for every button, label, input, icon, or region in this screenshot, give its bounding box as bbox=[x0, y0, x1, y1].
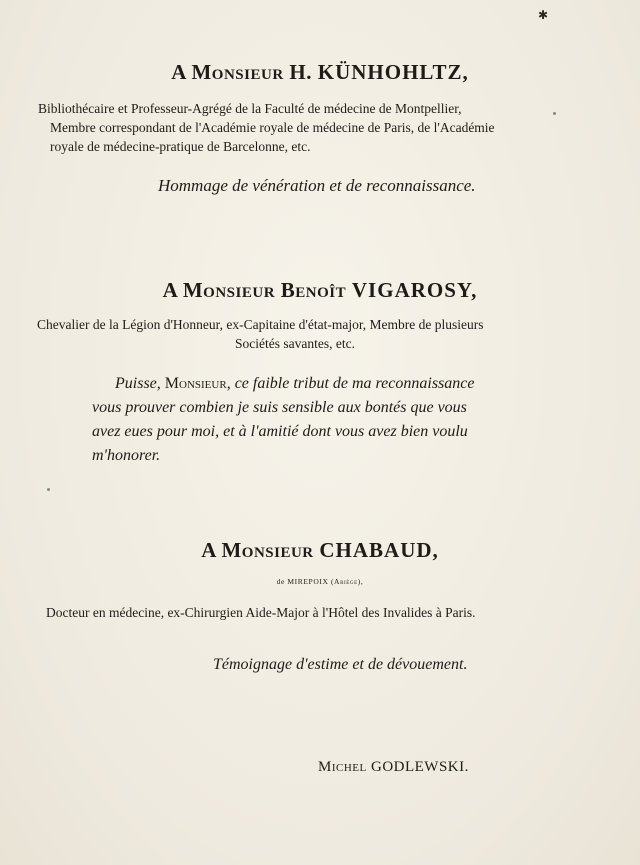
dedication2-tribute-line-2: vous prouver combien je suis sensible aux bontés que vous bbox=[92, 399, 467, 416]
paper-speck bbox=[553, 112, 556, 115]
dedication2-heading-name: VIGAROSY, bbox=[351, 278, 478, 302]
dedication3-heading-name: CHABAUD, bbox=[319, 538, 439, 562]
dedication1-heading-title: Monsieur bbox=[191, 60, 284, 84]
dedication3-heading bbox=[0, 538, 640, 563]
dedication1-line-2: Membre correspondant de l'Académie royale de médecine de Paris, de l'Académie bbox=[50, 120, 495, 135]
dedication2-heading-firstname: Benoît bbox=[280, 278, 347, 302]
tribute-end: , ce faible tribut de ma reconnaissance bbox=[226, 375, 475, 392]
dedication1-line-3: royale de médecine-pratique de Barcelonne, etc. bbox=[50, 139, 311, 154]
origin-place: MIREPOIX bbox=[287, 577, 329, 586]
dedication1-line-1: Bibliothécaire et Professeur-Agrégé de la Faculté de médecine de Montpellier, bbox=[38, 101, 462, 116]
paper-speck bbox=[47, 488, 50, 491]
dedication1-heading bbox=[0, 60, 640, 85]
signature-surname: GODLEWSKI. bbox=[370, 759, 469, 775]
dedication3-heading-a: A bbox=[201, 538, 216, 562]
dedication2-heading bbox=[0, 278, 640, 303]
dedication2-tribute-line-3: avez eues pour moi, et à l'amitié dont vous avez bien voulu bbox=[92, 423, 468, 440]
origin-region: (Ariège), bbox=[330, 577, 364, 586]
dedication1-heading-a: A bbox=[171, 60, 186, 84]
dedication2-tribute-line-1 bbox=[115, 375, 474, 393]
dedication1-heading-name: KÜNHOHLTZ, bbox=[317, 60, 469, 84]
corner-mark: ✱ bbox=[537, 8, 548, 22]
dedication2-tribute-line-4: m'honorer. bbox=[92, 447, 161, 464]
signature-firstname: Michel bbox=[318, 759, 367, 775]
dedication2-heading-a: A bbox=[162, 278, 178, 302]
dedication1-tribute: Hommage de vénération et de reconnaissance. bbox=[158, 176, 476, 195]
signature bbox=[318, 759, 469, 776]
dedication2-line-2: Sociétés savantes, etc. bbox=[235, 336, 355, 351]
tribute-start: Puisse, bbox=[115, 375, 161, 392]
dedication3-tribute: Témoignage d'estime et de dévouement. bbox=[213, 656, 468, 673]
dedication1-heading-initial: H. bbox=[289, 60, 312, 84]
dedication3-heading-title: Monsieur bbox=[221, 538, 314, 562]
dedication2-heading-title: Monsieur bbox=[182, 278, 276, 302]
origin-de: de bbox=[276, 577, 285, 586]
dedication3-origin bbox=[0, 577, 640, 586]
dedication3-line: Docteur en médecine, ex-Chirurgien Aide-Major à l'Hôtel des Invalides à Paris. bbox=[46, 605, 476, 620]
tribute-monsieur: Monsieur bbox=[164, 375, 227, 392]
dedication2-line-1: Chevalier de la Légion d'Honneur, ex-Capitaine d'état-major, Membre de plusieurs bbox=[37, 317, 484, 332]
